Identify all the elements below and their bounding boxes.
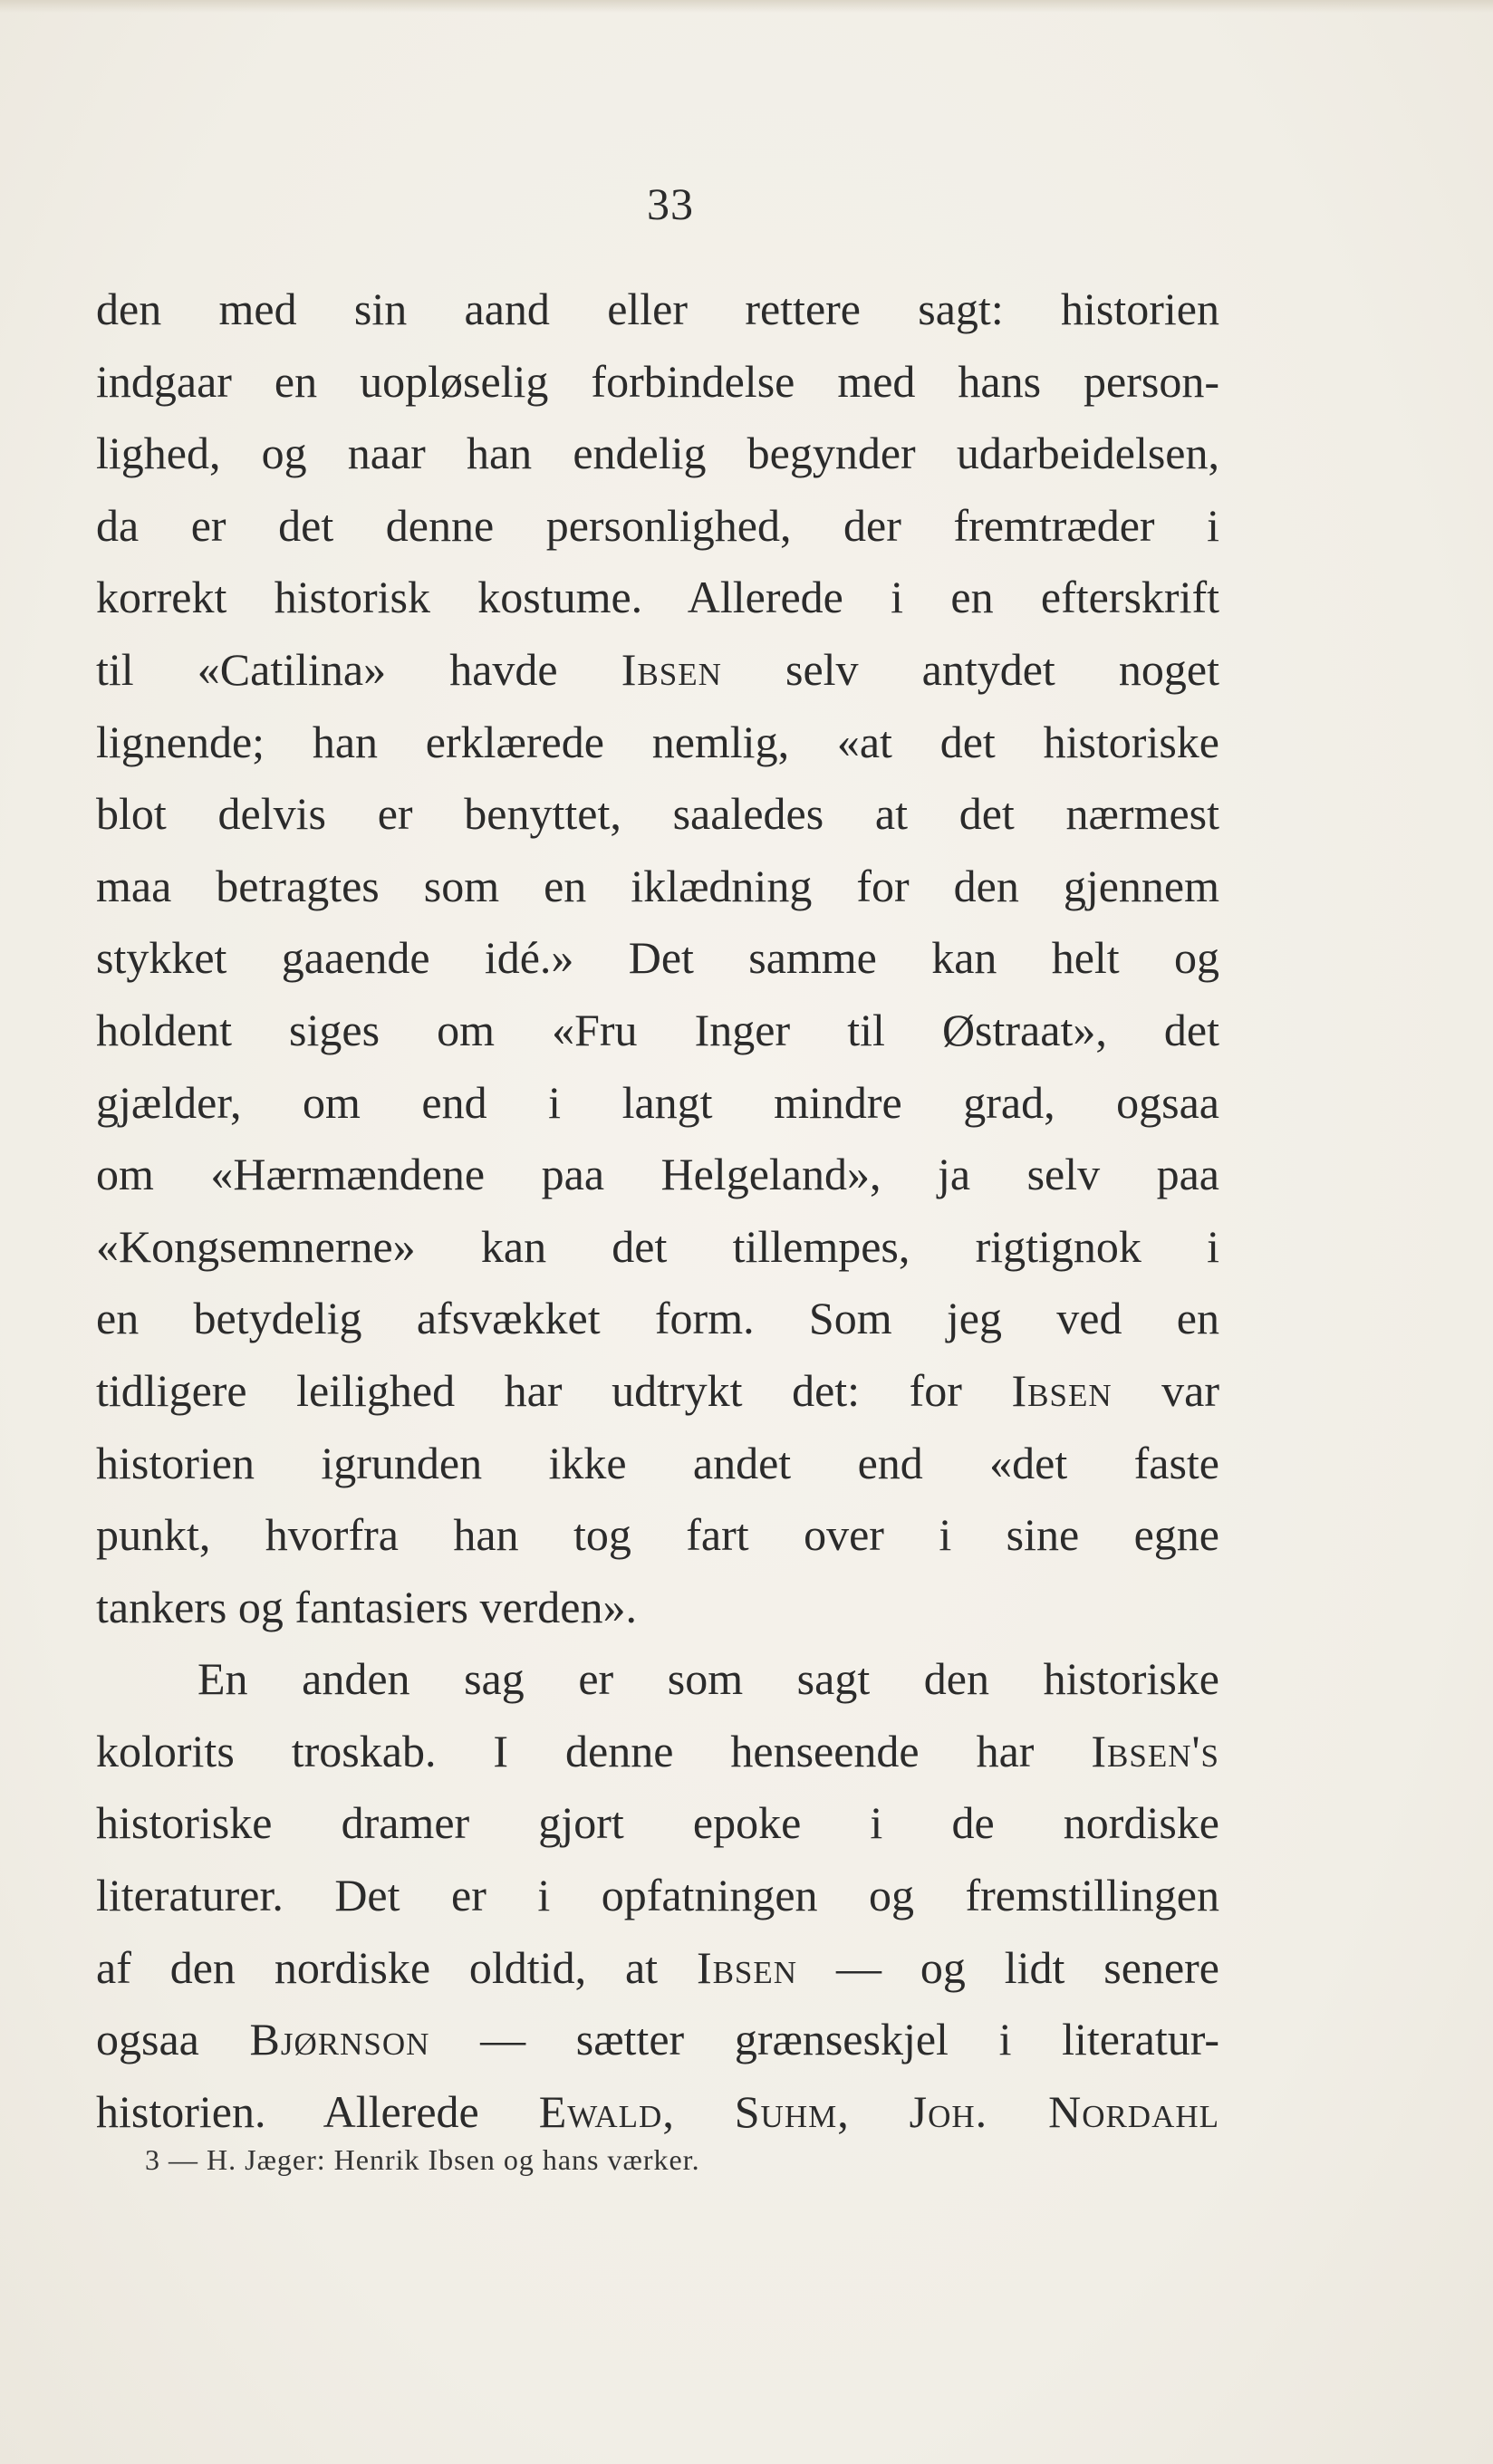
text-line	[96, 2076, 1219, 2149]
body-text	[96, 274, 1219, 2148]
text-segment: — og lidt senere	[835, 1941, 1219, 1993]
signature-footer: 3 — H. Jæger: Henrik Ibsen og hans værker.	[145, 2143, 700, 2176]
text-line	[96, 634, 1219, 707]
text-line: maa betragtes som en iklædning for den gjennem	[96, 860, 1219, 911]
page-top-edge	[0, 0, 1493, 13]
text-segment: tidligere leilighed har udtrykt det: for	[96, 1364, 962, 1416]
author-name: Suhm,	[734, 2085, 850, 2137]
text-line: literaturer. Det er i opfatningen og fremstillingen	[96, 1870, 1219, 1921]
text-line: tankers og fantasiers verden».	[96, 1581, 637, 1632]
text-segment: ogsaa	[96, 2014, 199, 2065]
text-line: blot delvis er benyttet, saaledes at det nærmest	[96, 788, 1219, 840]
text-line: lignende; han erklærede nemlig, «at det historiske	[96, 716, 1219, 767]
text-segment: selv antydet noget	[785, 643, 1220, 695]
author-name-possessive	[1091, 1726, 1219, 1776]
text-segment: af den nordiske oldtid, at	[96, 1941, 659, 1993]
text-line: stykket gaaende idé.» Det samme kan helt og	[96, 932, 1219, 984]
text-line	[96, 2004, 1219, 2076]
text-line: holdent siges om «Fru Inger til Østraat», det	[96, 1004, 1219, 1055]
author-name: Ibsen	[696, 1941, 798, 1993]
author-name: Ewald,	[538, 2085, 675, 2137]
text-line: gjælder, om end i langt mindre grad, ogsaa	[96, 1076, 1219, 1128]
author-name: Ibsen	[1011, 1364, 1113, 1416]
text-line	[96, 1355, 1219, 1428]
text-line: historiske dramer gjort epoke i de nordiske	[96, 1797, 1219, 1849]
text-line: lighed, og naar han endelig begynder udarbeidelsen,	[96, 428, 1219, 479]
text-line	[96, 1932, 1219, 2005]
text-line: en betydelig afsvækket form. Som jeg ved en	[96, 1293, 1219, 1344]
possessive-suffix: 's	[1191, 1725, 1219, 1776]
text-line: da er det denne personlighed, der fremtræder i	[96, 499, 1219, 551]
text-line: «Kongsemnerne» kan det tillempes, rigtignok i	[96, 1220, 1219, 1272]
text-line: punkt, hvorfra han tog fart over i sine egne	[96, 1509, 1219, 1561]
author-name: Ibsen	[1091, 1725, 1192, 1776]
text-segment: var	[1161, 1364, 1220, 1416]
page-number: 33	[647, 178, 694, 229]
text-line: korrekt historisk kostume. Allerede i en efterskrift	[96, 572, 1219, 623]
text-line: En anden sag er som sagt den historiske	[197, 1653, 1219, 1705]
text-line: historien igrunden ikke andet end «det faste	[96, 1437, 1219, 1488]
text-segment: historien. Allerede	[96, 2085, 479, 2137]
text-line: den med sin aand eller rettere sagt: historien	[96, 284, 1219, 334]
text-segment: kolorits troskab. I denne henseende har	[96, 1725, 1035, 1776]
text-line	[96, 1716, 1219, 1788]
text-line: indgaar en uopløselig forbindelse med hans person-	[96, 355, 1219, 407]
text-segment: til «Catilina» havde	[96, 643, 558, 695]
text-segment: — sætter grænseskjel i literatur-	[480, 2014, 1220, 2065]
author-name: Ibsen	[621, 643, 722, 695]
text-line: om «Hærmændene paa Helgeland», ja selv paa	[96, 1149, 1219, 1200]
author-name: Bjørnson	[249, 2014, 430, 2065]
author-name: Joh. Nordahl	[909, 2085, 1220, 2137]
